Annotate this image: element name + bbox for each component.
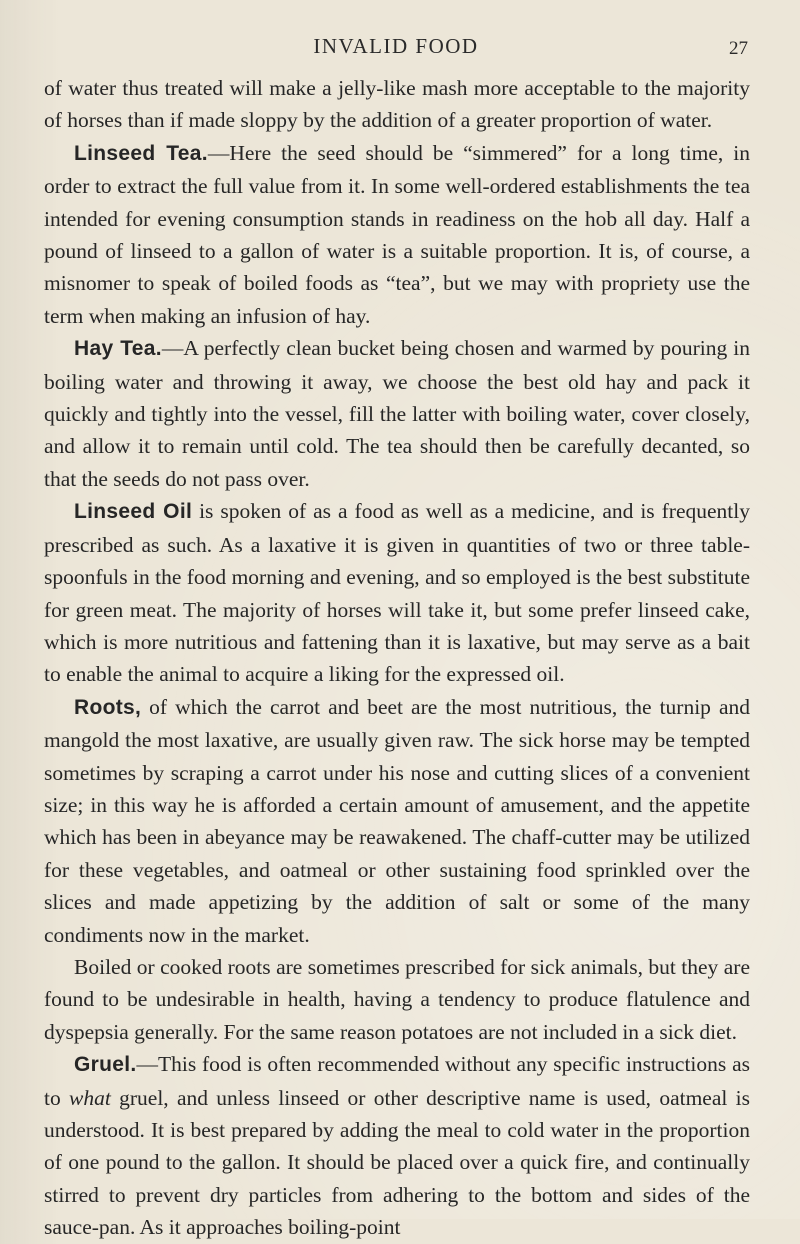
paragraph-gruel: [44, 1048, 750, 1243]
paragraph-linseed-oil: [44, 495, 750, 690]
paragraph-text: gruel, and unless linseed or other descriptive name is used, oatmeal is understood. It is best prepared by adding the meal to cold water in the proportion of one pound to the gallon. It should be placed over a quick fire, and continually stirred to prevent dry particles from adhering to the bottom and sides of the sauce-pan. As it approaches boiling-point: [44, 1085, 750, 1240]
paragraph-text: —Here the seed should be “simmered” for a long time, in order to extract the full value from it. In some well-ordered establishments the tea intended for evening consumption stands in readiness on the hob all day. Half a pound of linseed to a gallon of water is a suitable proportion. It is, of course, a misnomer to speak of boiled foods as “tea”, but we may with propriety use the term when making an infusion of hay.: [44, 140, 750, 328]
paragraph-hay-tea: [44, 332, 750, 495]
section-heading: Linseed Tea.: [74, 141, 208, 165]
body-text: [44, 72, 750, 1244]
section-heading: Gruel.: [74, 1053, 137, 1077]
paragraph-text: of which the carrot and beet are the most nutritious, the turnip and mangold the most laxative, are usually given raw. The sick horse may be tempted sometimes by scraping a carrot under his nose and cutting slices of a convenient size; in this way he is afforded a certain amount of amusement, and the appetite which has been in abeyance may be reawakened. The chaff-cutter may be utilized for these vegetables, and oatmeal or other sustaining food sprinkled over the slices and made appetizing by the addition of salt or some of the many condiments now in the market.: [44, 694, 750, 947]
paragraph-linseed-tea: [44, 137, 750, 332]
running-head: [44, 34, 748, 64]
section-heading: Linseed Oil: [74, 500, 193, 524]
paragraph-text: —This food is often recommended without any specific instructions as to: [44, 1052, 750, 1110]
paragraph-boiled-roots: [44, 951, 750, 1048]
emphasis-text: what: [69, 1085, 111, 1110]
paragraph-roots: [44, 691, 750, 951]
paragraph-text: —A perfectly clean bucket being chosen and warmed by pouring in boiling water and throwing it away, we choose the best old hay and pack it quickly and tightly into the vessel, fill the latter with boiling water, cover closely, and allow it to remain until cold. The tea should then be carefully decanted, so that the seeds do not pass over.: [44, 336, 750, 491]
paragraph-text: of water thus treated will make a jelly-like mash more acceptable to the majority of horses than if made sloppy by the addition of a greater proportion of water.: [44, 76, 750, 133]
paragraph-continuation: [44, 72, 750, 137]
paragraph-text: Boiled or cooked roots are sometimes prescribed for sick animals, but they are found to be undesirable in health, having a tendency to produce flatulence and dyspepsia generally. For the same reason potatoes are not included in a sick diet.: [44, 954, 750, 1044]
paragraph-text: is spoken of as a food as well as a medicine, and is frequently prescribed as such. As a laxative it is given in quantities of two or three table-spoonfuls in the food morning and evening, and so employed is the best substitute for green meat. The majority of horses will take it, but some prefer linseed cake, which is more nutritious and fattening than it is laxative, but may serve as a bait to enable the animal to acquire a liking for the expressed oil.: [44, 499, 750, 687]
page-number: 27: [729, 38, 748, 59]
section-heading: Hay Tea.: [74, 337, 162, 361]
running-title: INVALID FOOD: [313, 34, 479, 58]
section-heading: Roots,: [74, 695, 142, 719]
